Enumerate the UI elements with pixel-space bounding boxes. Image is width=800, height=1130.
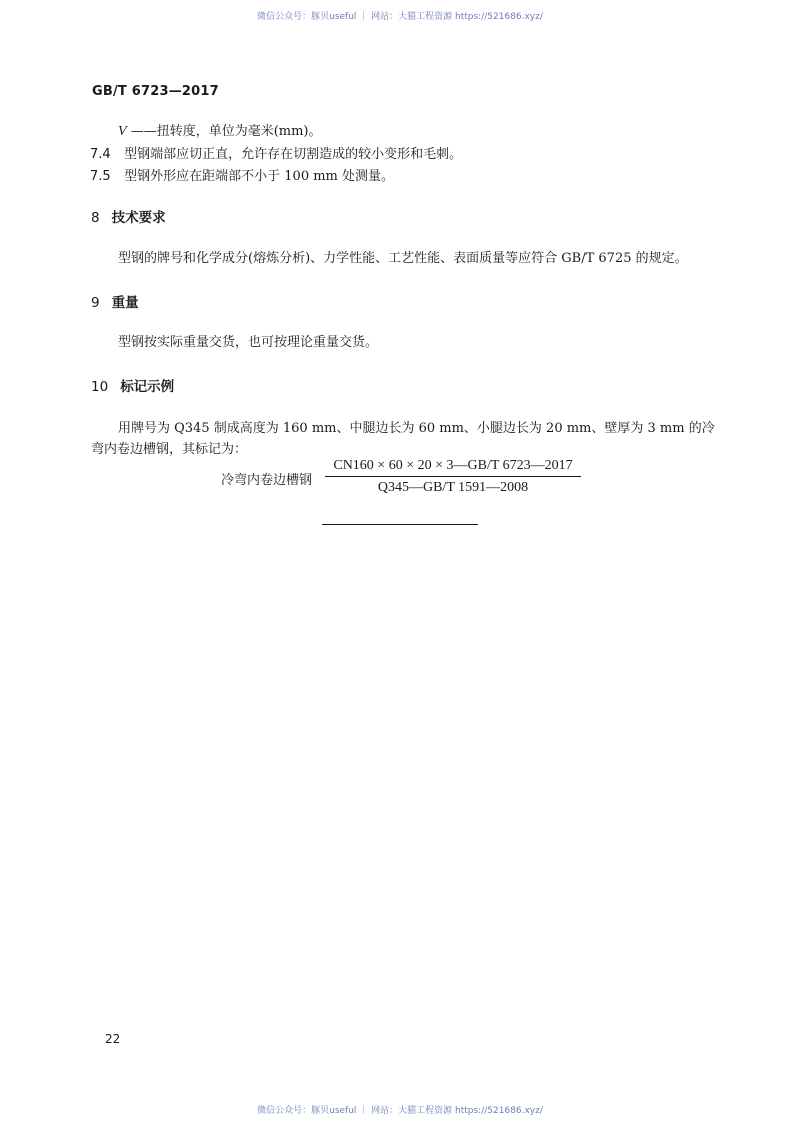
section-title: 技术要求 bbox=[111, 210, 166, 226]
section-body-9: 型钢按实际重量交货，也可按理论重量交货。 bbox=[118, 335, 379, 350]
section-number: 9 bbox=[91, 295, 100, 311]
section-heading-9 bbox=[91, 291, 139, 311]
marking-fraction bbox=[325, 457, 581, 497]
standard-code: GB/T 6723—2017 bbox=[92, 84, 219, 99]
section-heading-8 bbox=[91, 206, 166, 226]
marking-numerator: CN160 × 60 × 20 × 3—GB/T 6723—2017 bbox=[333, 458, 573, 473]
end-of-document-rule bbox=[322, 524, 478, 525]
section-body-10-line1: 用牌号为 Q345 制成高度为 160 mm、中腿边长为 60 mm、小腿边长为 20 mm、壁厚为 3 mm 的冷 bbox=[118, 421, 715, 436]
clause-text: 型钢端部应切正直，允许存在切割造成的较小变形和毛刺。 bbox=[124, 147, 463, 162]
clause-number: 7.5 bbox=[90, 169, 111, 184]
section-body-8: 型钢的牌号和化学成分(熔炼分析)、力学性能、工艺性能、表面质量等应符合 GB/T 6725 的规定。 bbox=[118, 251, 688, 266]
clause-number: 7.4 bbox=[90, 147, 111, 162]
page-number: 22 bbox=[105, 1032, 121, 1046]
clause-7-5 bbox=[90, 165, 394, 184]
clause-7-4 bbox=[90, 143, 462, 162]
watermark-bottom: 微信公众号：豚贝useful ｜ 网站：大猫工程资源 https://521686.xyz/ bbox=[257, 1106, 543, 1116]
clause-text: 型钢外形应在距端部不小于 100 mm 处测量。 bbox=[124, 169, 395, 184]
definition-symbol: V bbox=[118, 124, 127, 139]
fraction-bar bbox=[325, 476, 581, 477]
section-body-10-line2: 弯内卷边槽钢，其标记为： bbox=[91, 442, 248, 457]
section-title: 标记示例 bbox=[120, 379, 175, 395]
marking-denominator: Q345—GB/T 1591—2008 bbox=[377, 480, 529, 495]
watermark-top: 微信公众号：豚贝useful ｜ 网站：大猫工程资源 https://521686.xyz/ bbox=[257, 12, 543, 22]
section-heading-10 bbox=[91, 375, 174, 395]
definition-text: ——扭转度，单位为毫米(mm)。 bbox=[130, 124, 322, 139]
marking-label: 冷弯内卷边槽钢 bbox=[221, 473, 313, 488]
section-number: 10 bbox=[91, 379, 109, 395]
section-number: 8 bbox=[91, 210, 100, 226]
definition-line bbox=[118, 120, 322, 140]
section-title: 重量 bbox=[111, 295, 139, 311]
